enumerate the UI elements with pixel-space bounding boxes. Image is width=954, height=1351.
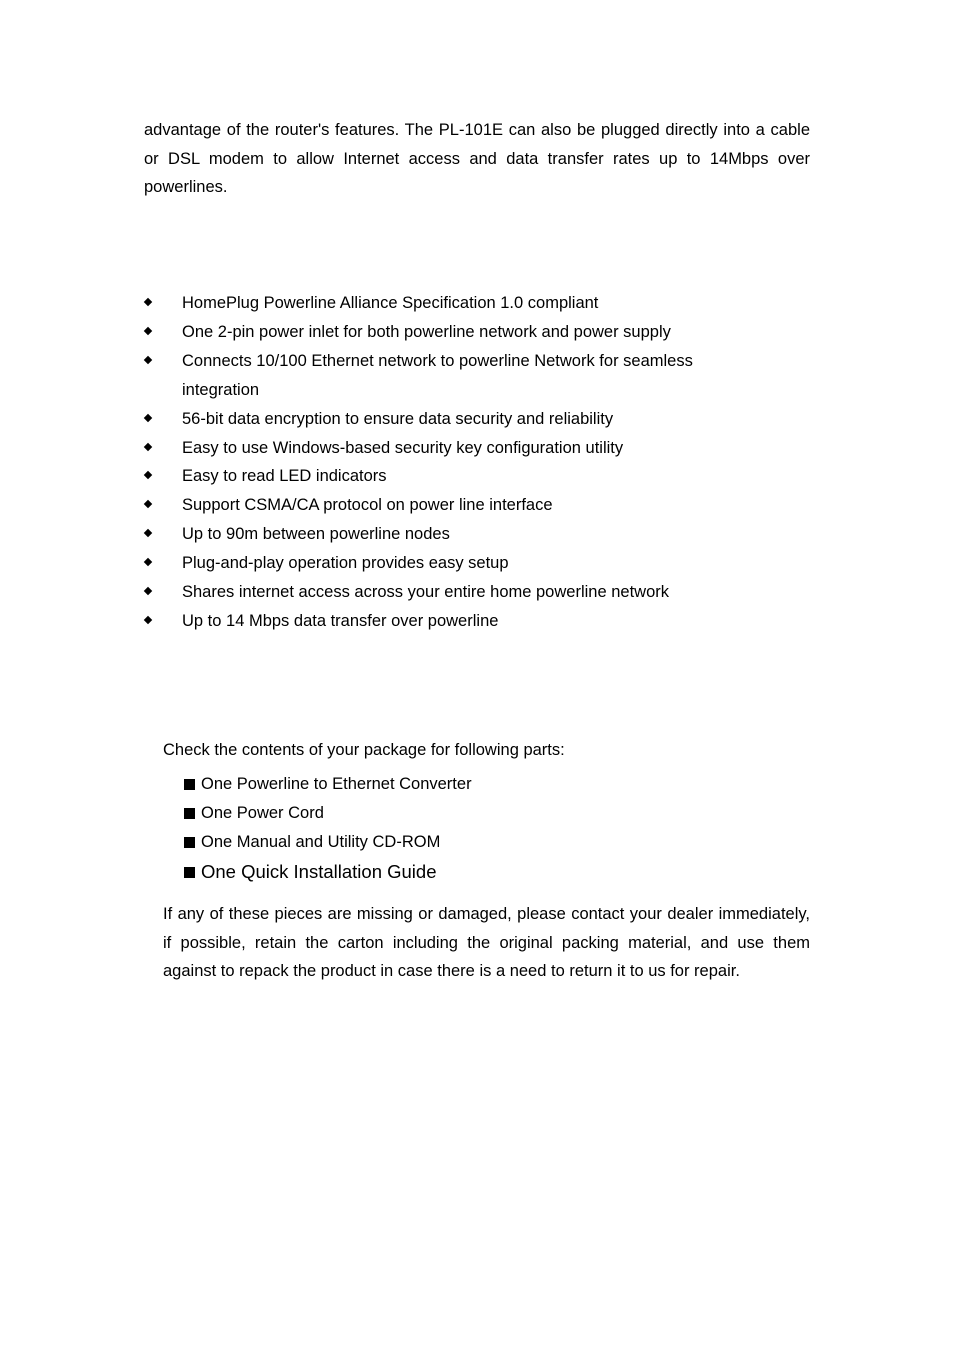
square-bullet-icon <box>184 867 195 878</box>
package-item <box>183 857 472 886</box>
package-item-text: One Manual and Utility CD-ROM <box>201 833 441 851</box>
diamond-bullet-icon <box>144 558 152 566</box>
feature-item <box>144 520 810 549</box>
feature-item <box>144 491 810 520</box>
diamond-bullet-icon <box>144 500 152 508</box>
features-list <box>144 289 810 636</box>
feature-text: Support CSMA/CA protocol on power line interface <box>182 496 553 515</box>
diamond-bullet-icon <box>144 587 152 595</box>
package-item-text: One Power Cord <box>201 804 324 822</box>
square-bullet-icon <box>184 837 195 848</box>
diamond-bullet-icon <box>144 442 152 450</box>
intro-paragraph: advantage of the router's features. The PL-101E can also be plugged directly into a cable or DSL modem to allow Internet access and data transfer rates up to 14Mbps over powerlines. <box>144 121 810 197</box>
feature-item <box>144 405 810 434</box>
feature-item <box>144 462 810 491</box>
diamond-bullet-icon <box>144 298 152 306</box>
closing-paragraph: If any of these pieces are missing or damaged, please contact your dealer immediately, if possible, retain the carton including the original packing material, and use them against to repack the product in case there is a need to return it to us for repair. <box>163 905 810 981</box>
diamond-bullet-icon <box>144 471 152 479</box>
square-bullet-icon <box>184 779 195 790</box>
feature-item <box>144 347 810 405</box>
feature-text: HomePlug Powerline Alliance Specification 1.0 compliant <box>182 294 599 312</box>
diamond-bullet-icon <box>144 413 152 421</box>
diamond-bullet-icon <box>144 529 152 537</box>
package-item <box>183 828 472 857</box>
feature-text: Connects 10/100 Ethernet network to powerline Network for seamless integration <box>182 351 693 399</box>
feature-item <box>144 607 810 636</box>
feature-item <box>144 549 810 578</box>
diamond-bullet-icon <box>144 327 152 335</box>
feature-text: 56-bit data encryption to ensure data security and reliability <box>182 409 614 428</box>
package-intro: Check the contents of your package for following parts: <box>163 741 565 759</box>
package-item <box>183 799 472 828</box>
feature-text: Up to 90m between powerline nodes <box>182 525 450 544</box>
package-contents-list <box>183 770 472 886</box>
feature-text: Plug-and-play operation provides easy setup <box>182 554 509 573</box>
diamond-bullet-icon <box>144 356 152 364</box>
feature-item <box>144 434 810 463</box>
feature-item <box>144 289 810 318</box>
package-item-text: One Powerline to Ethernet Converter <box>201 775 472 793</box>
feature-text: One 2-pin power inlet for both powerline network and power supply <box>182 322 671 341</box>
package-item-text: One Quick Installation Guide <box>201 861 437 882</box>
diamond-bullet-icon <box>144 616 152 624</box>
package-item <box>183 770 472 799</box>
feature-text: Shares internet access across your entire home powerline network <box>182 583 669 602</box>
feature-text: Easy to read LED indicators <box>182 467 387 486</box>
feature-item <box>144 578 810 607</box>
feature-text: Easy to use Windows-based security key configuration utility <box>182 438 624 457</box>
feature-text: Up to 14 Mbps data transfer over powerline <box>182 611 499 630</box>
square-bullet-icon <box>184 808 195 819</box>
feature-item <box>144 318 810 347</box>
